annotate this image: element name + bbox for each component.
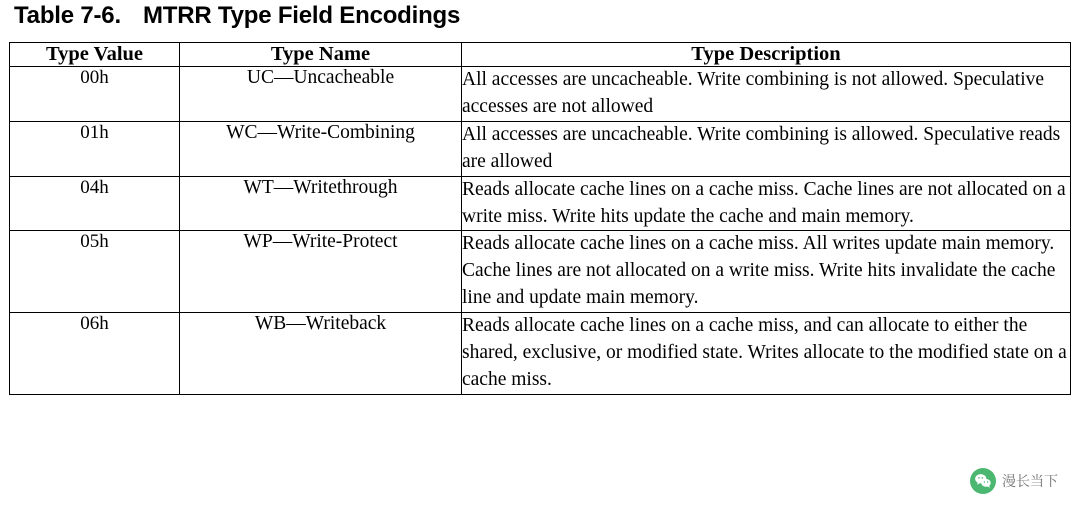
column-header-type-value: Type Value (10, 43, 180, 67)
table-header-row (10, 43, 1071, 67)
cell-type-description: Reads allocate cache lines on a cache miss. All writes update main memory. Cache lines are not allocated on a write miss. Write hits invalidate the cache line and update main memory. (462, 231, 1071, 313)
wechat-logo-icon (970, 468, 996, 494)
table-row (10, 313, 1071, 395)
table-row (10, 231, 1071, 313)
column-header-type-description: Type Description (462, 43, 1071, 67)
table-row (10, 67, 1071, 122)
cell-type-description: All accesses are uncacheable. Write combining is allowed. Speculative reads are allowed (462, 121, 1071, 176)
watermark (967, 465, 1068, 497)
watermark-text: 漫长当下 (1002, 473, 1058, 489)
table-row (10, 176, 1071, 231)
cell-type-name: UC—Uncacheable (180, 67, 462, 122)
column-header-type-name: Type Name (180, 43, 462, 67)
cell-type-value: 06h (10, 313, 180, 395)
cell-type-description: All accesses are uncacheable. Write combining is not allowed. Speculative accesses are not allowed (462, 67, 1071, 122)
cell-type-name: WB—Writeback (180, 313, 462, 395)
cell-type-value: 01h (10, 121, 180, 176)
table-caption (14, 2, 460, 30)
cell-type-value: 00h (10, 67, 180, 122)
table-caption-title: MTRR Type Field Encodings (142, 2, 461, 29)
mtrr-type-field-encodings-table (9, 42, 1071, 395)
cell-type-value: 04h (10, 176, 180, 231)
cell-type-description: Reads allocate cache lines on a cache miss. Cache lines are not allocated on a write miss. Write hits update the cache and main memory. (462, 176, 1071, 231)
table-row (10, 121, 1071, 176)
cell-type-name: WC—Write-Combining (180, 121, 462, 176)
table-caption-number: Table 7-6. (14, 2, 121, 29)
cell-type-name: WP—Write-Protect (180, 231, 462, 313)
cell-type-name: WT—Writethrough (180, 176, 462, 231)
cell-type-value: 05h (10, 231, 180, 313)
cell-type-description: Reads allocate cache lines on a cache miss, and can allocate to either the shared, exclusive, or modified state. Writes allocate to the modified state on a cache miss. (462, 313, 1071, 395)
